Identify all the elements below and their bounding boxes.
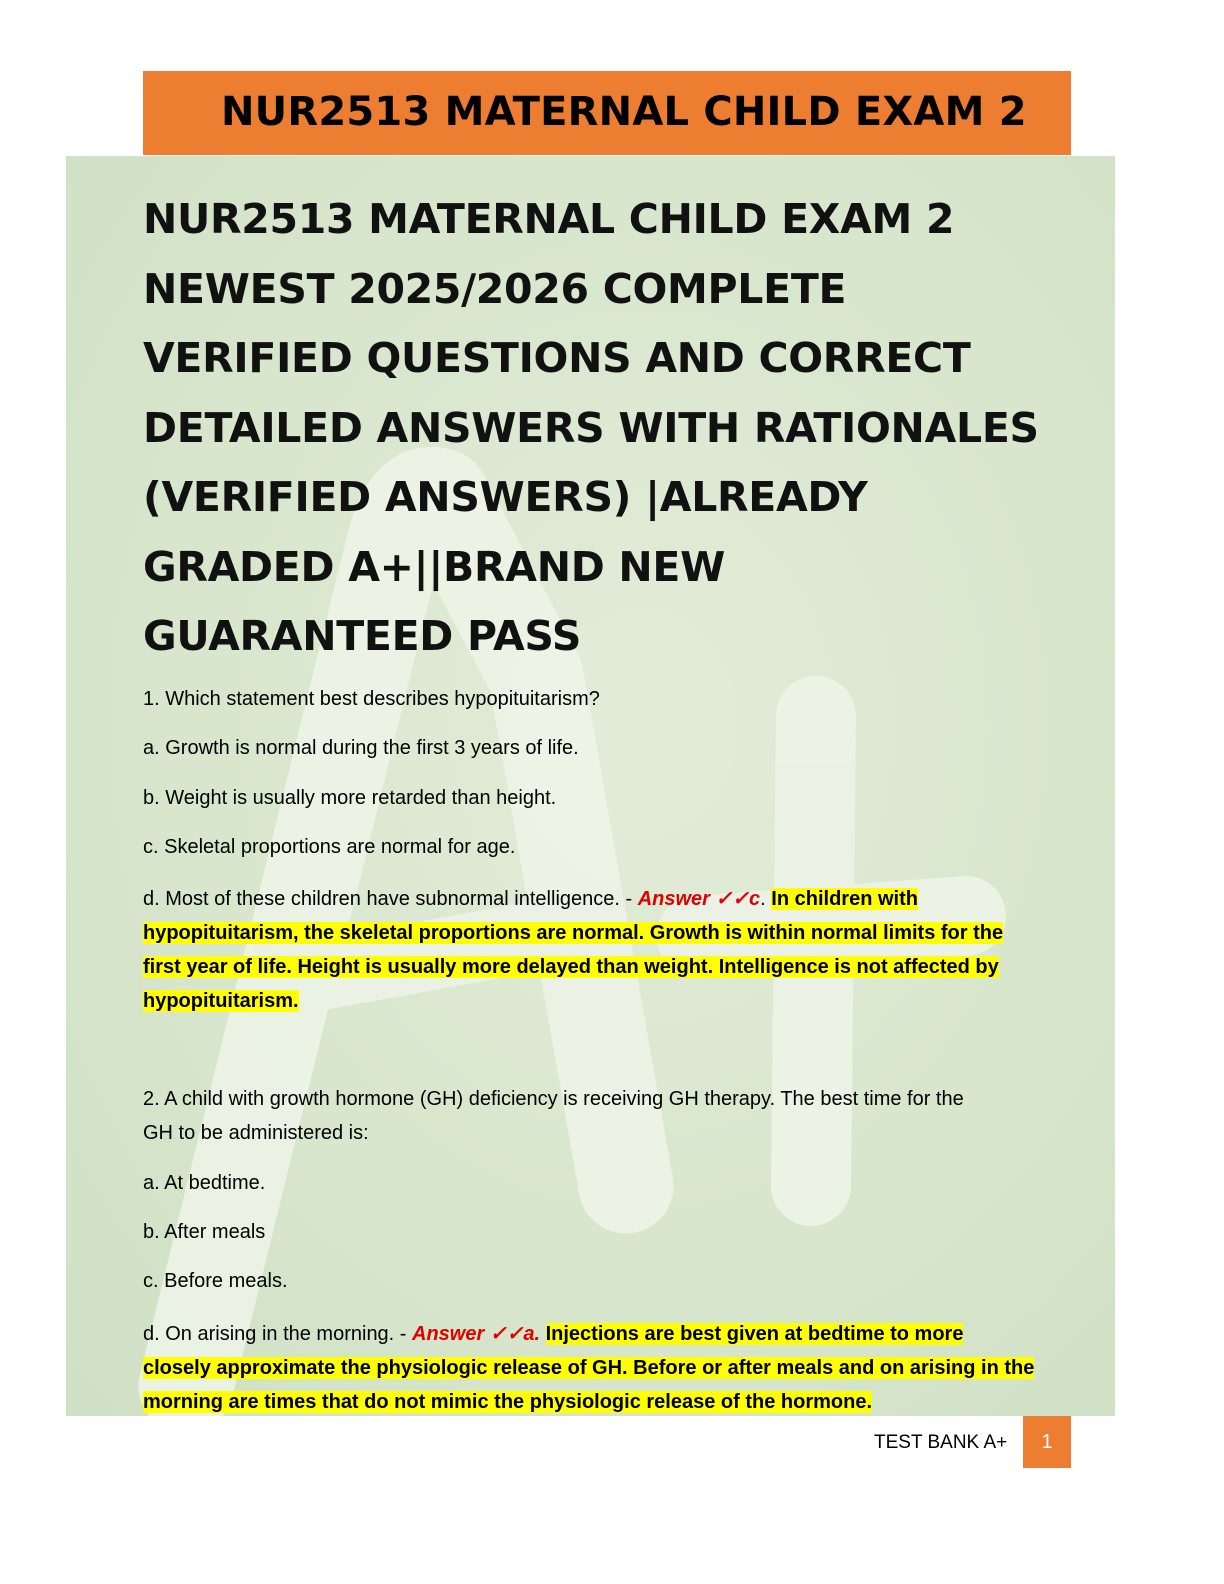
- q2-rationale-line: closely approximate the physiologic release of GH. Before or after meals and on arising in the: [143, 1357, 1035, 1379]
- q1-answer-label: Answer ✓✓c: [637, 888, 761, 910]
- q2-answer-label: Answer ✓✓a.: [412, 1323, 541, 1345]
- title-line: NEWEST 2025/2026 COMPLETE: [143, 264, 847, 313]
- title-line: GUARANTEED PASS: [143, 612, 582, 660]
- page-number: 1: [1023, 1416, 1071, 1468]
- q1-option-b: b. Weight is usually more retarded than height.: [143, 787, 557, 809]
- q1-option-a: a. Growth is normal during the first 3 years of life.: [143, 737, 579, 759]
- q1-question: 1. Which statement best describes hypopituitarism?: [143, 688, 600, 710]
- q2-option-a: a. At bedtime.: [143, 1172, 266, 1194]
- title-line: VERIFIED QUESTIONS AND CORRECT: [143, 334, 971, 382]
- q2-rationale-line: morning are times that do not mimic the physiologic release of the hormone.: [143, 1391, 873, 1413]
- q1-rationale-line: hypopituitarism, the skeletal proportions are normal. Growth is within normal limits for the: [143, 922, 1004, 944]
- q1-rationale-line: In children with: [771, 888, 918, 910]
- q2-answer-block: [143, 1317, 1073, 1419]
- q2-question-line: GH to be administered is:: [143, 1122, 369, 1144]
- q1-option-d: d. Most of these children have subnormal intelligence. -: [143, 888, 638, 910]
- q2-option-d: d. On arising in the morning. -: [143, 1323, 413, 1345]
- header-title: NUR2513 MATERNAL CHILD EXAM 2: [221, 89, 1027, 135]
- document-title: [143, 185, 1083, 672]
- header-bar: [143, 71, 1071, 155]
- title-line: (VERIFIED ANSWERS) |ALREADY: [143, 473, 868, 521]
- q1-rationale-line: first year of life. Height is usually more delayed than weight. Intelligence is not affected by: [143, 956, 999, 978]
- q1-rationale-line: hypopituitarism.: [143, 990, 299, 1012]
- title-line: NUR2513 MATERNAL CHILD EXAM 2: [143, 195, 955, 243]
- q2-option-c: c. Before meals.: [143, 1270, 288, 1292]
- q2-question: [143, 1082, 1073, 1150]
- title-line: DETAILED ANSWERS WITH RATIONALES: [143, 403, 1039, 452]
- q2-option-b: b. After meals: [143, 1221, 266, 1243]
- q2-question-line: 2. A child with growth hormone (GH) deficiency is receiving GH therapy. The best time for the: [143, 1088, 964, 1110]
- footer-label: TEST BANK A+: [874, 1432, 1008, 1453]
- q1-answer-block: d. Most of these children have subnormal intelligence. - Answer ✓✓c. In children with hypopituitarism, the skeletal proportions are normal. Growth is within normal limits for the first year of life. Height is usually more delayed than weight. Intelligence is not affected by hypopituitarism.: [143, 888, 1004, 1012]
- q2-rationale-line: Injections are best given at bedtime to more: [545, 1323, 964, 1345]
- q1-option-c: c. Skeletal proportions are normal for age.: [143, 836, 516, 858]
- title-line: GRADED A+||BRAND NEW: [143, 542, 726, 591]
